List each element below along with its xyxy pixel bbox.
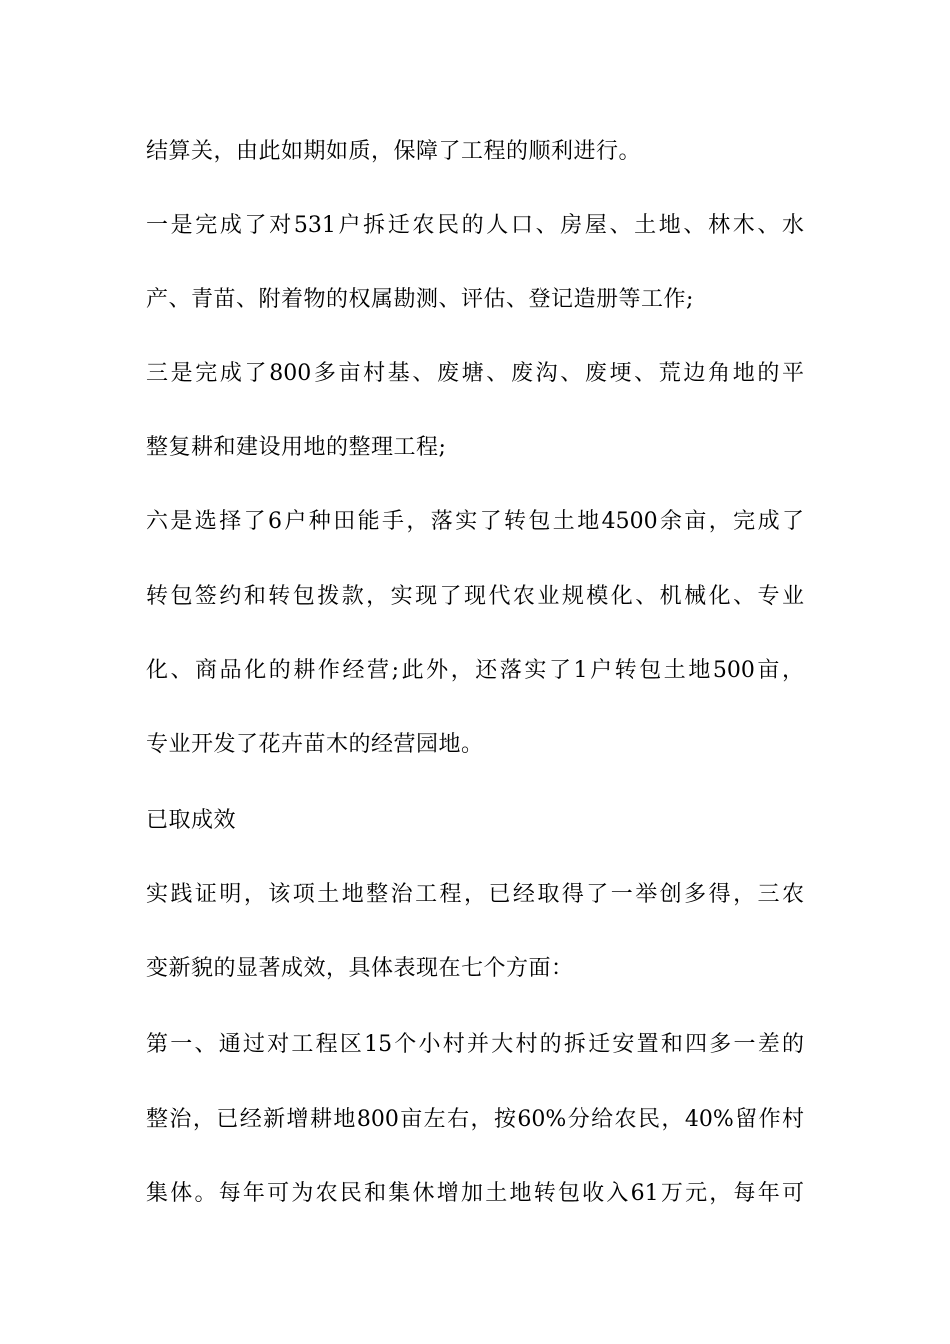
text-line-3: 产、青苗、附着物的权属勘测、评估、登记造册等工作; <box>146 287 694 312</box>
text-line-1: 结算关，由此如期如质，保障了工程的顺利进行。 <box>146 139 642 164</box>
text-line-7: 转包签约和转包拨款，实现了现代农业规模化、机械化、专业 <box>146 584 804 609</box>
text-line-15: 集体。每年可为农民和集休增加土地转包收入61万元，每年可 <box>146 1181 804 1206</box>
section-heading: 已取成效 <box>146 808 237 833</box>
text-line-11: 实践证明，该项土地整治工程，已经取得了一举创多得，三农 <box>146 882 804 907</box>
text-line-13: 第一、通过对工程区15个小村并大村的拆迁安置和四多一差的 <box>146 1032 804 1057</box>
text-line-4: 三是完成了800多亩村基、废塘、废沟、废埂、荒边角地的平 <box>146 361 804 386</box>
text-line-14: 整治，已经新增耕地800亩左右，按60%分给农民，40%留作村 <box>146 1107 804 1132</box>
text-line-2: 一是完成了对531户拆迁农民的人口、房屋、土地、林木、水 <box>146 213 804 238</box>
text-line-9: 专业开发了花卉苗木的经营园地。 <box>146 732 484 757</box>
text-line-6: 六是选择了6户种田能手，落实了转包土地4500余亩，完成了 <box>146 509 804 534</box>
text-line-8: 化、商品化的耕作经营;此外，还落实了1户转包土地500亩， <box>146 658 804 683</box>
text-line-5: 整复耕和建设用地的整理工程; <box>146 435 447 460</box>
text-line-12: 变新貌的显著成效，具体表现在七个方面： <box>146 956 574 981</box>
